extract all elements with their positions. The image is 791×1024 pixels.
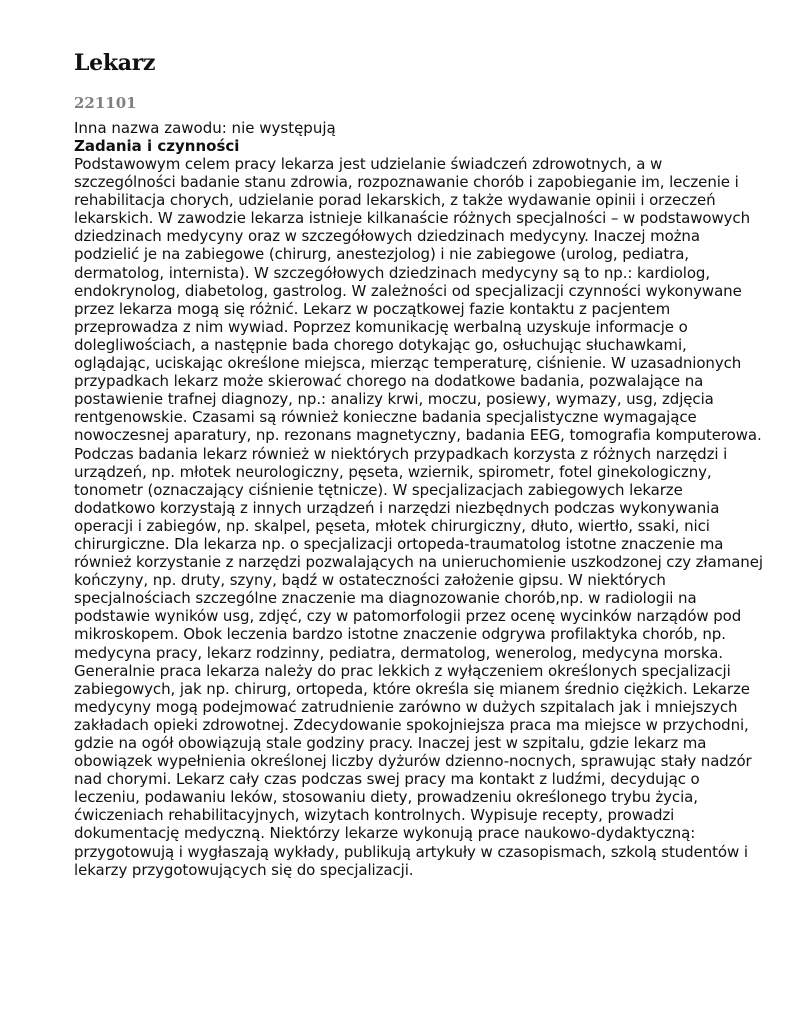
- page-title: Lekarz: [74, 50, 156, 76]
- alternative-name-line: Inna nazwa zawodu: nie występują: [74, 119, 336, 137]
- document-page: [74, 49, 764, 879]
- section-body-text: Podstawowym celem pracy lekarza jest udzielanie świadczeń zdrowotnych, a w szczególności badanie stanu zdrowia, rozpoznawanie chorób i zapobieganie im, leczenie i rehabilitacja chorych, udzielanie porad lekarskich, z także wydawanie opinii i orzeczeń lekarskich. W zawodzie lekarza istnieje kilkanaście różnych specjalności – w podstawowych dziedzinach medycyny oraz w szczegółowych dziedzinach medycyny. Inaczej można podzielić je na zabiegowe (chirurg, anestezjolog) i nie zabiegowe (urolog, pediatra, dermatolog, internista). W szczegółowych dziedzinach medycyny są to np.: kardiolog, endokrynolog, diabetolog, gastrolog. W zależności od specjalizacji czynności wykonywane przez lekarza mogą się różnić. Lekarz w początkowej fazie kontaktu z pacjentem przeprowadza z nim wywiad. Poprzez komunikację werbalną uzyskuje informacje o dolegliwościach, a następnie bada chorego dotykając go, osłuchując słuchawkami, oglądając, uciskając określone miejsca, mierząc temperaturę, ciśnienie. W uzasadnionych przypadkach lekarz może skierować chorego na dodatkowe badania, pozwalające na postawienie trafnej diagnozy, np.: analizy krwi, moczu, posiewy, wymazy, usg, zdjęcia rentgenowskie. Czasami są również konieczne badania specjalistyczne wymagające nowoczesnej aparatury, np. rezonans magnetyczny, badania EEG, tomografia komputerowa. Podczas badania lekarz również w niektórych przypadkach korzysta z różnych narzędzi i urządzeń, np. młotek neurologiczny, pęseta, wziernik, spirometr, fotel ginekologiczny, tonometr (oznaczający ciśnienie tętnicze). W specjalizacjach zabiegowych lekarze dodatkowo korzystają z innych urządzeń i narzędzi niezbędnych podczas wykonywania operacji i zabiegów, np. skalpel, pęseta, młotek chirurgiczny, dłuto, wiertło, ssaki, nici chirurgiczne. Dla lekarza np. o specjalizacji ortopeda-traumatolog istotne znaczenie ma również korzystanie z narzędzi pozwalających na unieruchomienie uszkodzonej czy złamanej kończyny, np. druty, szyny, bądź w ostateczności założenie gipsu. W niektórych specjalnościach szczególne znaczenie ma diagnozowanie chorób,np. w radiologii na podstawie wyników usg, zdjęć, czy w patomorfologii przez ocenę wycinków narządów pod mikroskopem. Obok leczenia bardzo istotne znaczenie odgrywa profilaktyka chorób, np. medycyna pracy, lekarz rodzinny, pediatra, dermatolog, wenerolog, medycyna morska. Generalnie praca lekarza należy do prac lekkich z wyłączeniem określonych specjalizacji zabiegowych, jak np. chirurg, ortopeda, które określa się mianem średnio ciężkich. Lekarze medycyny mogą podejmować zatrudnienie zarówno w dużych szpitalach jak i mniejszych zakładach opieki zdrowotnej. Zdecydowanie spokojniejsza praca ma miejsce w przychodni, gdzie na ogół obowiązują stale godziny pracy. Inaczej jest w szpitalu, gdzie lekarz ma obowiązek wypełnienia określonej liczby dyżurów dzienno-nocnych, sprawując stały nadzór nad chorymi. Lekarz cały czas podczas swej pracy ma kontakt z ludźmi, decydując o leczeniu, podawaniu leków, stosowaniu diety, prowadzeniu określonego trybu życia, ćwiczeniach rehabilitacyjnych, wizytach kontrolnych. Wypisuje recepty, prowadzi dokumentację medyczną. Niektórzy lekarze wykonują prace naukowo-dydaktyczną: przygotowują i wygłaszają wykłady, publikują artykuły w czasopismach, szkolą studentów i lekarzy przygotowujących się do specjalizacji.: [74, 155, 763, 879]
- occupation-code: 221101: [74, 94, 137, 112]
- section-heading: Zadania i czynności: [74, 137, 240, 155]
